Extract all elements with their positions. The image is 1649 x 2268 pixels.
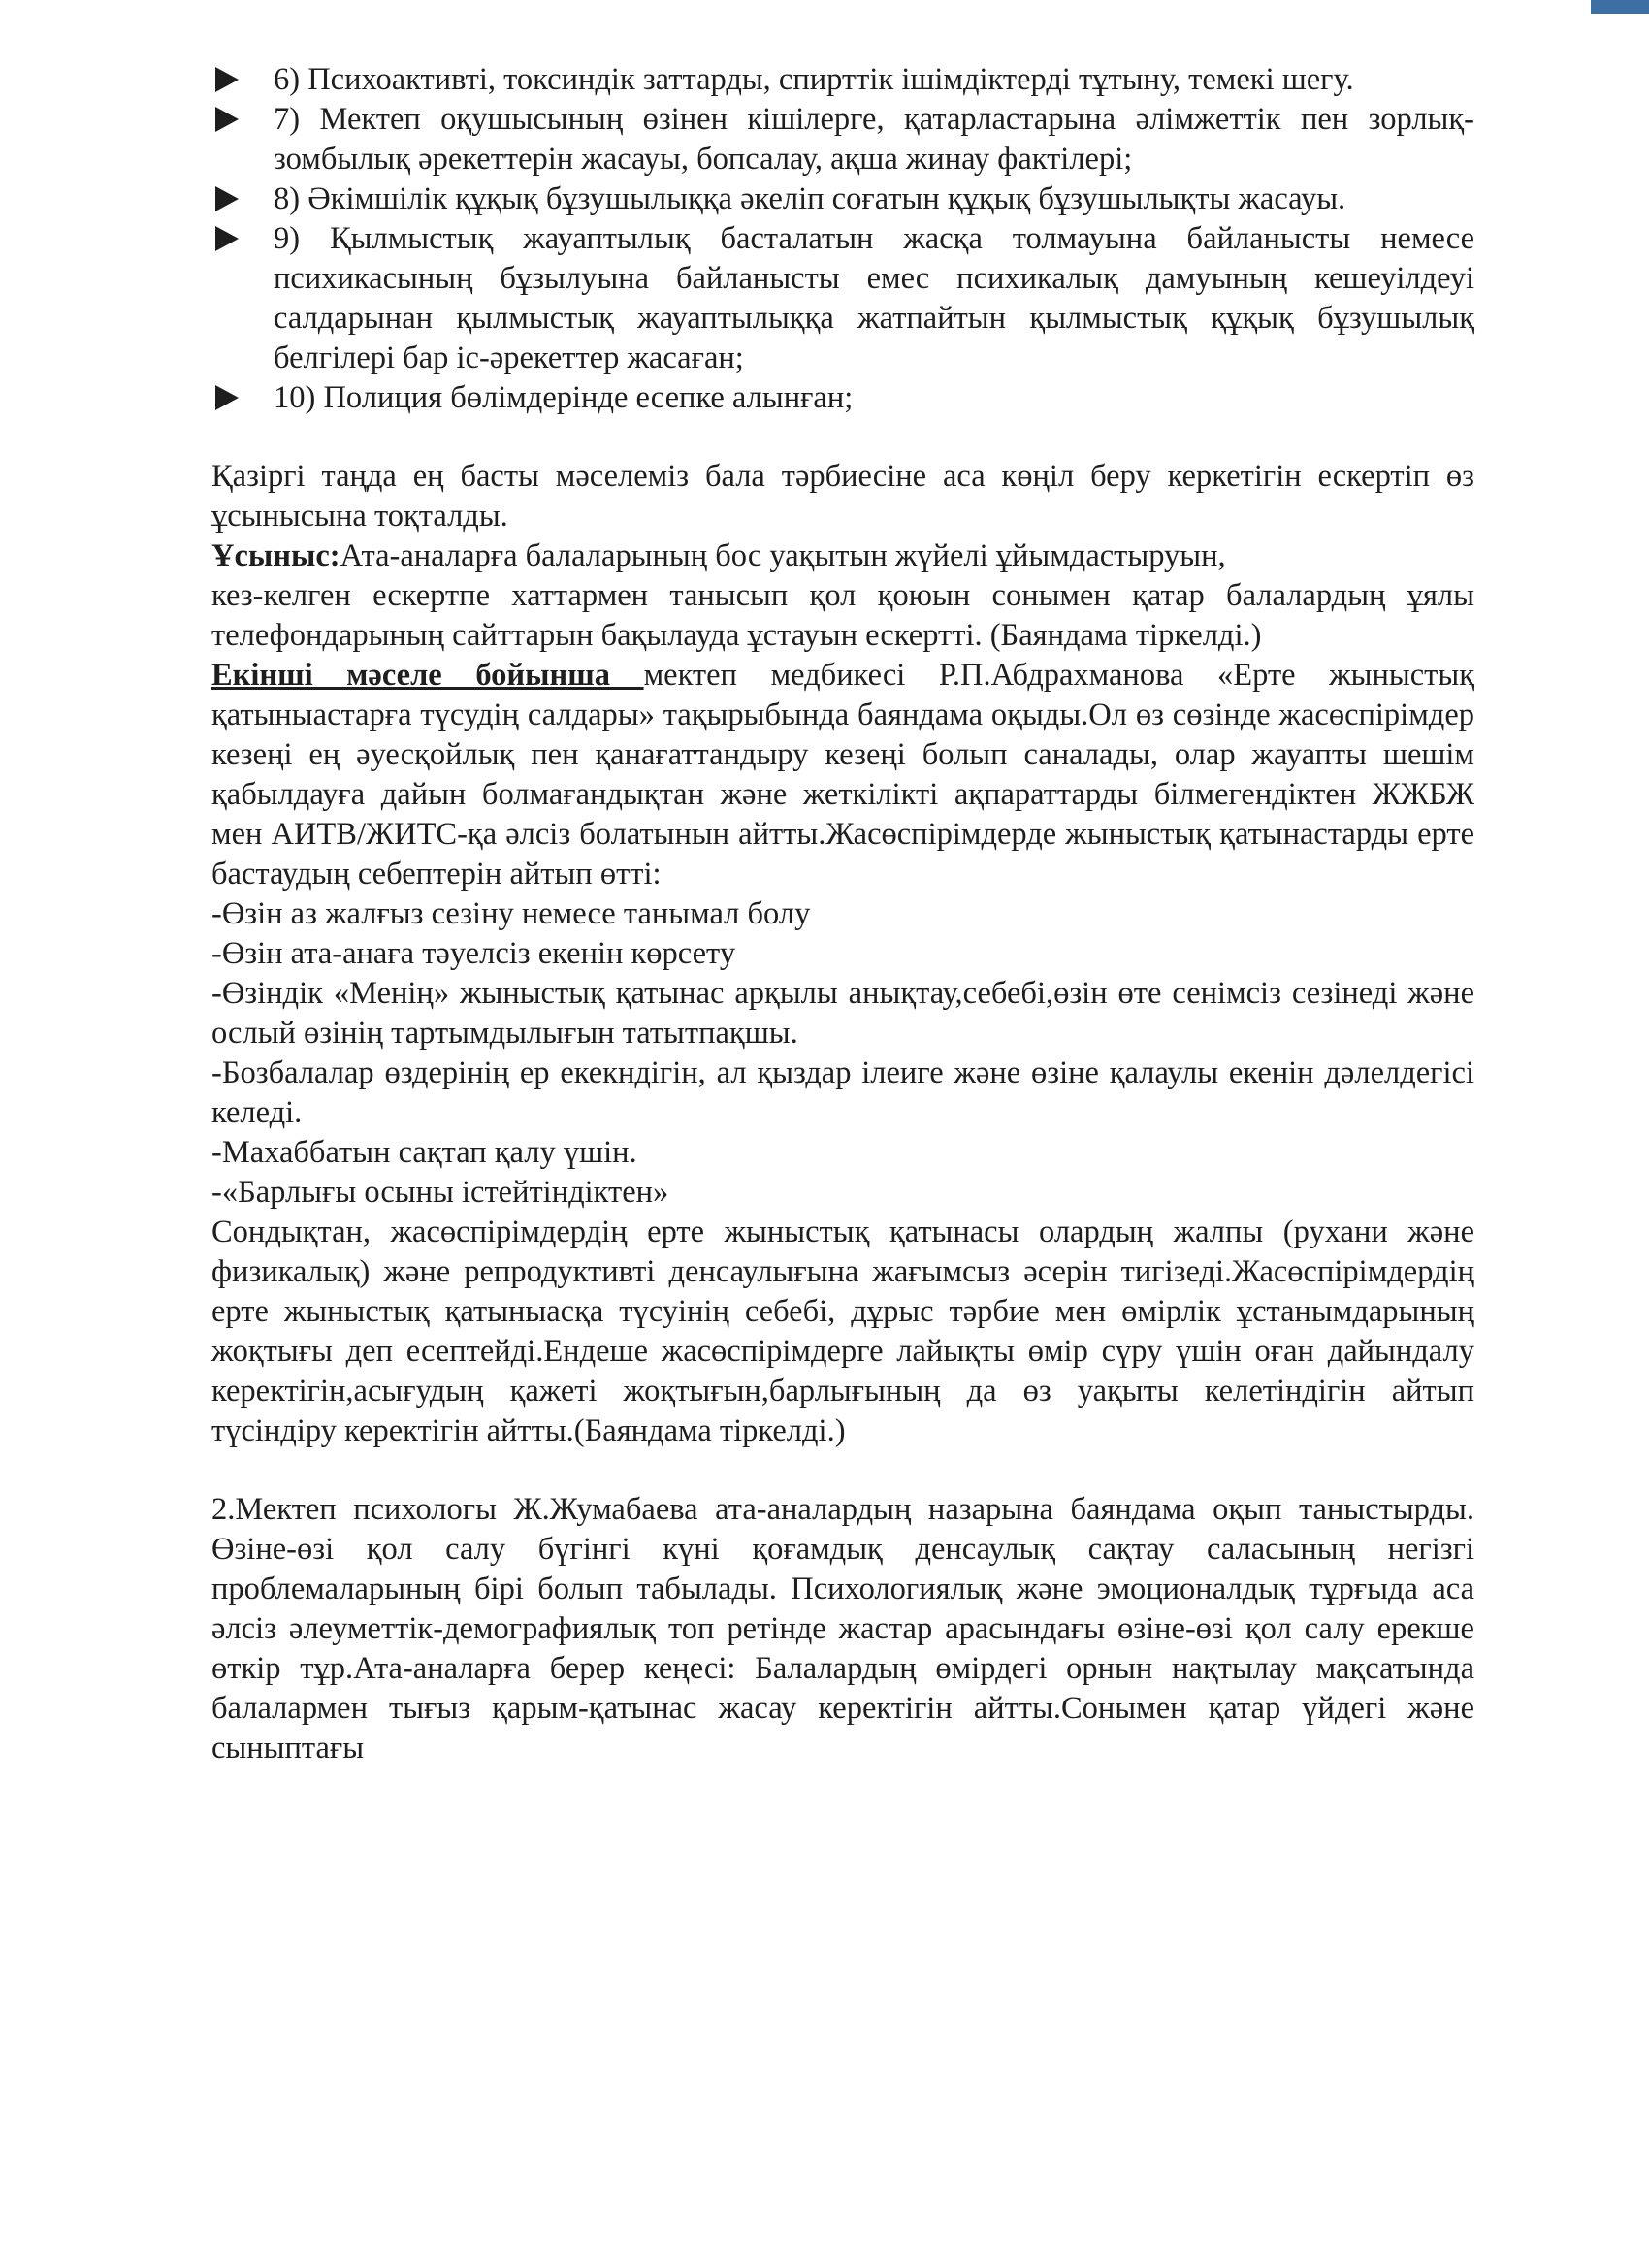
document-page	[211, 60, 1474, 1768]
list-item: -Өзіндік «Менің» жыныстық қатынас арқылы анықтау,себебі,өзін өте сенімсіз сезінеді және ослый өзінің тартымдылығын татытпақшы.	[211, 976, 1474, 1051]
suggestion-continuation: кез-келген ескертпе хаттармен танысып қол қоюын сонымен қатар балалардың ұялы телефондарының сайттарын бақылауда ұстауын ескертті. (Баяндама тіркелді.)	[211, 578, 1474, 653]
list-item: -Махаббатын сақтап қалу үшін.	[211, 1135, 637, 1170]
suggestion-label: Ұсыныс:	[211, 538, 340, 573]
triangle-bullet-icon	[215, 226, 239, 251]
suggestion-paragraph	[211, 536, 1474, 576]
triangle-bullet-icon	[215, 186, 239, 211]
risk-factors-list	[274, 60, 1474, 418]
suggestion-text: Ата-аналарға балаларының бос уақытын жүйелі ұйымдастыруын,	[340, 538, 1226, 573]
second-issue-text: мектеп медбикесі Р.П.Абдрахманова «Ерте жыныстық қатыныастарға түсудің салдары» тақырыбында баяндама оқыды.Ол өз сөзінде жасөспірімдер кезеңі ең әуесқойлық пен қанағаттандыру кезеңі болып саналады, олар жауапты шешім қабылдауға дайын болмағандықтан және жеткілікті ақпараттарды білмегендіктен ЖЖБЖ мен АИТВ/ЖИТС-қа әлсіз болатынын айтты.Жасөспірімдерде жыныстық қатынастарды ерте бастаудың себептерін айтып өтті:	[211, 658, 1474, 891]
spacer	[211, 1451, 1474, 1490]
list-item: 10) Полиция бөлімдерінде есепке алынған;	[274, 378, 1474, 418]
list-item: 9) Қылмыстық жауаптылық басталатын жасқа толмауына байланысты немесе психикасының бұзылуына байланысты емес психикалық дамуының кешеуілдеуі салдарынан қылмыстық жауаптылыққа жатпайтын қылмыстық құқық бұзушылық белгілері бар іс-әрекеттер жасаған;	[274, 219, 1474, 378]
psychologist-paragraph: 2.Мектеп психологы Ж.Жумабаева ата-аналардың назарына баяндама оқып таныстырды. Өзіне-өзі қол салу бүгінгі күні қоғамдық денсаулық сақтау саласының негізгі проблемаларының бірі болып табылады. Психологиялық және эмоционалдық тұрғыда аса әлсіз әлеуметтік-демографиялық топ ретінде жастар арасындағы өзіне-өзі қол салу ерекше өткір тұр.Ата-аналарға берер кеңесі: Балалардың өмірдегі орнын нақтылау мақсатында балалармен тығыз қарым-қатынас жасау керектігін айтты.Сонымен қатар үйдегі және сыныптағы	[211, 1492, 1474, 1766]
list-item: 6) Психоактивті, токсиндік заттарды, спирттік ішімдіктерді тұтыну, темекі шегу.	[274, 60, 1474, 100]
reasons-list	[211, 894, 1474, 1213]
conclusion-paragraph: Сондықтан, жасөспірімдердің ерте жыныстық қатынасы олардың жалпы (рухани және физикалық) және репродуктивті денсаулығына жағымсыз әсерін тигізеді.Жасөспірімдердің ерте жыныстық қатыныасқа түсуінің себебі, дұрыс тәрбие мен өмірлік ұстанымдарының жоқтығы деп есептейді.Ендеше жасөспірімдерге лайықты өмір сүру үшін оған дайындалу керектігін,асығудың қажеті жоқтығын,барлығының да өз уақыты келетіндігін айтып түсіндіру керектігін айтты.(Баяндама тіркелді.)	[211, 1215, 1474, 1448]
list-item: 7) Мектеп оқушысының өзінен кішілерге, қатарластарына әлімжеттік пен зорлық-зомбылық әрекеттерін жасауы, бопсалау, ақша жинау фактілері;	[274, 100, 1474, 179]
list-item: -Бозбалалар өздерінің ер екекндігін, ал қыздар ілеиге және өзіне қалаулы екенін дәлелдегісі келеді.	[211, 1055, 1474, 1130]
list-item: -«Барлығы осыны істейтіндіктен»	[211, 1175, 669, 1210]
spacer	[211, 418, 1474, 457]
list-item: -Өзін аз жалғыз сезіну немесе танымал болу	[211, 896, 811, 931]
triangle-bullet-icon	[215, 107, 239, 132]
triangle-bullet-icon	[215, 385, 239, 410]
second-issue-label: Екінші мәселе бойынша	[211, 658, 644, 693]
corner-scan-mark	[1591, 0, 1649, 14]
second-issue-paragraph	[211, 656, 1474, 894]
current-issue-paragraph: Қазіргі таңда ең басты мәселеміз бала тәрбиесіне аса көңіл беру керкетігін ескертіп өз ұсынысына тоқталды.	[211, 459, 1474, 534]
list-item: -Өзін ата-анаға тәуелсіз екенін көрсету	[211, 936, 736, 971]
list-item: 8) Әкімшілік құқық бұзушылыққа әкеліп соғатын құқық бұзушылықты жасауы.	[274, 179, 1474, 219]
triangle-bullet-icon	[215, 67, 239, 92]
